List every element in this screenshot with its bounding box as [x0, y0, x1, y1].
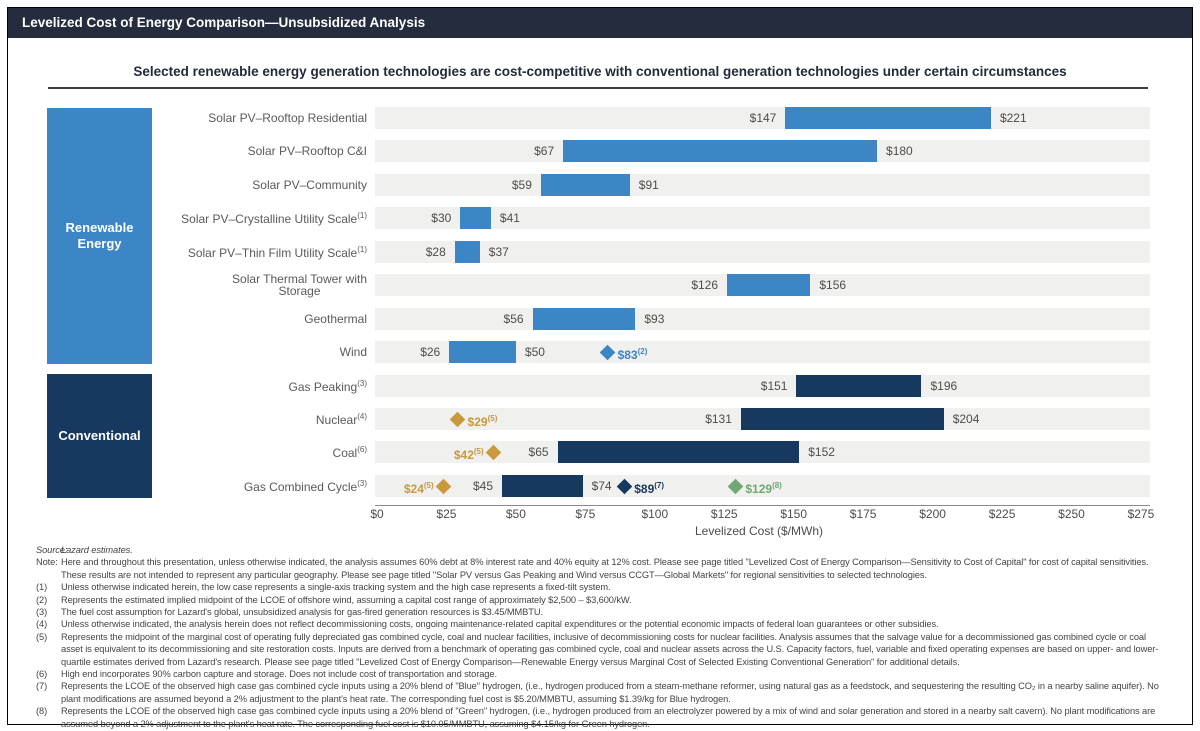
row-label-text: Nuclear$^{(4)}$ — [315, 412, 367, 428]
bar-range-renewable — [455, 241, 480, 263]
bar-range-renewable — [785, 107, 991, 129]
footnote-row — [36, 556, 1164, 581]
bar-low-label: $28 — [425, 245, 446, 259]
axis-tick-label: $25 — [436, 507, 457, 521]
row-label — [150, 441, 367, 463]
footnote-tag: (7) — [36, 681, 48, 692]
row-label-text: Solar Thermal Tower with Storage — [232, 271, 367, 298]
row-label-text: Solar PV–Crystalline Utility Scale$^{(1)}$ — [181, 211, 367, 227]
footnote-row — [36, 618, 1164, 630]
bar-high-label: $180 — [886, 144, 913, 158]
bar-low-label: $67 — [534, 144, 555, 158]
footnote-ref: (5) — [487, 414, 498, 423]
footnote-tag: (4) — [36, 619, 48, 630]
footnote-row — [36, 705, 1164, 730]
bar-low-label: $126 — [691, 278, 719, 292]
group-label-renewable: Renewable Energy — [65, 220, 134, 251]
footnote-tag: (5) — [36, 631, 48, 642]
footnote-ref: (1) — [357, 245, 367, 255]
footnote-row — [36, 680, 1164, 705]
footnote-text: Represents the midpoint of the marginal cost of operating fully depreciated gas combined cycle, coal and nuclear facilities, inclusive of decommissioning costs for nuclear facilities. Analysis assumes that the salvage value for a decommissioned gas combined cycle or coal asset is equivalent to its decommissioning and site restoration costs. Inputs are derived from a benchmark of operating gas combined cycle, coal and nuclear assets across the U.S. Capacity factors, fuel, variable and fixed operating expenses are based on upper- and lower-quartile estimates derived from Lazard's research. Please see page titled "Levelized Cost of Energy Comparison—Renewable Energy versus Marginal Cost of Selected Existing Conventional Generation" for additional details. — [61, 631, 1159, 667]
bar-low-label: $151 — [760, 379, 788, 393]
footnote-ref: (3) — [357, 379, 367, 389]
footnote-text: Represents the estimated implied midpoint of the LCOE of offshore wind, assuming a capital cost range of approximately $2,500 – $3,600/kW. — [61, 594, 632, 605]
footnote-row — [36, 581, 1164, 593]
bar-range-conventional — [741, 408, 944, 430]
bar-low-label: $131 — [705, 412, 732, 426]
marker-label: $89$^{(7)}$ — [634, 481, 665, 496]
row-label — [150, 308, 367, 330]
row-label — [150, 375, 367, 397]
group-box-conventional — [47, 374, 152, 498]
footnote-row — [36, 594, 1164, 606]
row-label-text: Solar PV–Rooftop Residential — [208, 110, 367, 125]
bar-range-renewable — [449, 341, 516, 363]
axis-tick-label: $50 — [505, 507, 526, 521]
footnote-text: Represents the LCOE of the observed high case gas combined cycle inputs using a 20% blend of "Green" hydrogen, (i.e., hydrogen produced from an electrolyzer powered by a mix of wind and solar generation and stored in a nearby salt cavern). No plant modifications are assumed beyond a 2% adjustment to the plant's heat rate. The corresponding fuel cost is $10.05/MMBTU, assuming $4.15/kg for Green hydrogen. — [61, 706, 1156, 729]
bar-range-renewable — [541, 174, 630, 196]
footnote-ref: (4) — [357, 412, 367, 422]
bar-range-renewable — [563, 140, 877, 162]
x-axis-line — [375, 505, 1150, 506]
marker-label: $83$^{(2)}$ — [617, 347, 648, 362]
axis-tick-label: $125 — [710, 507, 738, 521]
footnote-text: High end incorporates 90% carbon capture and storage. Does not include cost of transportation and storage. — [61, 669, 497, 680]
bar-low-label: $45 — [472, 479, 493, 493]
footnote-tag: Note: — [36, 557, 58, 568]
row-label-text: Wind — [339, 344, 367, 359]
marker-label: $42$^{(5)}$ — [453, 447, 484, 462]
headline-underline — [48, 87, 1148, 89]
footnote-text: The fuel cost assumption for Lazard's global, unsubsidized analysis for gas-fired generation resources is $3.45/MMBTU. — [61, 607, 543, 618]
group-label-conventional: Conventional — [58, 428, 141, 443]
bar-high-label: $152 — [808, 445, 835, 459]
footnote-row — [36, 544, 1164, 556]
bar-high-label: $204 — [952, 412, 980, 426]
footnotes-block — [36, 544, 1164, 730]
footnote-row — [36, 668, 1164, 680]
footnote-text: Here and throughout this presentation, unless otherwise indicated, the analysis assumes 60% debt at 8% interest rate and 40% equity at 12% cost. Please see page titled "Levelized Cost of Energy Comparison—Sensitivity to Cost of Capital" for cost of capital sensitivities. These results are not intended to represent any particular geography. Please see page titled "Solar PV versus Gas Peaking and Wind versus CCGT—Global Markets" for regional sensitivities to selected technologies. — [61, 557, 1149, 580]
footnote-ref: (6) — [357, 445, 367, 455]
axis-tick-label: $275 — [1127, 507, 1155, 521]
footnote-ref: (7) — [654, 481, 665, 490]
footnote-text: Lazard estimates. — [61, 545, 133, 555]
row-label-text: Solar PV–Community — [252, 177, 367, 192]
footnote-ref: (8) — [772, 481, 782, 490]
row-label-text: Gas Combined Cycle$^{(3)}$ — [243, 479, 367, 495]
footnote-ref: (3) — [357, 479, 367, 489]
bar-high-label: $91 — [638, 178, 659, 192]
axis-tick-label: $75 — [575, 507, 596, 521]
row-label — [150, 174, 367, 196]
row-label-text: Coal$^{(6)}$ — [332, 445, 367, 461]
bar-range-conventional — [796, 375, 921, 397]
bar-high-label: $93 — [644, 312, 665, 326]
footnote-row — [36, 606, 1164, 618]
axis-tick-label: $250 — [1058, 507, 1085, 521]
row-label-text: Solar PV–Thin Film Utility Scale$^{(1)}$ — [187, 245, 367, 261]
row-label — [150, 140, 367, 162]
bar-high-label: $196 — [930, 379, 958, 393]
axis-tick-label: $150 — [780, 507, 808, 521]
footnote-ref: (1) — [357, 211, 367, 221]
footnote-text: Represents the LCOE of the observed high case gas combined cycle inputs using a 20% blend of "Blue" hydrogen, (i.e., hydrogen produced from a steam-methane reformer, using natural gas as a feedstock, and sequestering the resulting CO₂ in a nearby saline aquifer). No plant modifications are assumed beyond a 2% adjustment to the plant's heat rate. The corresponding fuel cost is $5.20/MMBTU, assuming $1.39/kg for Blue hydrogen. — [61, 681, 1159, 704]
row-label — [150, 107, 367, 129]
bar-range-renewable — [460, 207, 491, 229]
page-title: Levelized Cost of Energy Comparison—Unsubsidized Analysis — [8, 8, 1192, 38]
footnote-tag: Source: — [36, 545, 68, 555]
bar-range-conventional — [558, 441, 800, 463]
footnote-ref: (2) — [637, 347, 648, 356]
marker-label: $29$^{(5)}$ — [467, 414, 498, 429]
row-label — [150, 271, 367, 298]
footnote-tag: (6) — [36, 669, 48, 680]
footnote-tag: (1) — [36, 582, 48, 593]
bar-low-label: $30 — [431, 211, 452, 225]
bar-high-label: $74 — [591, 479, 612, 493]
bar-low-label: $26 — [420, 345, 441, 359]
bar-track — [375, 308, 1150, 330]
bar-high-label: $221 — [999, 111, 1027, 125]
bar-high-label: $50 — [524, 345, 545, 359]
bar-low-label: $147 — [749, 111, 777, 125]
footnote-tag: (2) — [36, 594, 48, 605]
footnote-ref: (5) — [423, 481, 434, 490]
bar-range-renewable — [533, 308, 636, 330]
footnote-row — [36, 631, 1164, 668]
row-label-text: Geothermal — [304, 311, 367, 326]
axis-tick-label: $225 — [988, 507, 1016, 521]
bar-low-label: $56 — [503, 312, 524, 326]
bar-high-label: $156 — [819, 278, 847, 292]
bar-low-label: $65 — [528, 445, 549, 459]
bar-track — [375, 174, 1150, 196]
bar-high-label: $41 — [499, 211, 520, 225]
footnote-tag: (3) — [36, 607, 48, 618]
row-label — [150, 408, 367, 430]
bar-range-conventional — [502, 475, 583, 497]
footnote-ref: (5) — [473, 447, 484, 456]
marker-label: $129$^{(8)}$ — [745, 481, 782, 496]
marker-label: $24$^{(5)}$ — [403, 481, 434, 496]
row-label — [150, 475, 367, 497]
row-label — [150, 207, 367, 229]
axis-tick-label: $200 — [919, 507, 946, 521]
row-label — [150, 341, 367, 363]
x-axis-title: Levelized Cost ($/MWh) — [694, 524, 824, 538]
group-box-renewable-energy — [47, 108, 152, 364]
footnote-text: Unless otherwise indicated, the analysis herein does not reflect decommissioning costs, ongoing maintenance-related capital expenditures or the potential economic impacts of federal loan guarantees or other subsidies. — [61, 619, 939, 630]
row-label — [150, 241, 367, 263]
bar-track — [375, 207, 1150, 229]
footnote-text: Unless otherwise indicated herein, the low case represents a single-axis tracking system and the high case represents a fixed-tilt system. — [61, 582, 611, 593]
bar-high-label: $37 — [488, 245, 509, 259]
axis-tick-label: $100 — [641, 507, 669, 521]
slide-headline: Selected renewable energy generation technologies are cost-competitive with conventional generation technologies under certain circumstances — [133, 64, 1067, 79]
footnote-tag: (8) — [36, 706, 48, 717]
bar-low-label: $59 — [511, 178, 532, 192]
axis-tick-label: $0 — [370, 507, 384, 521]
axis-tick-label: $175 — [849, 507, 877, 521]
row-label-text: Gas Peaking$^{(3)}$ — [288, 379, 367, 395]
row-label-text: Solar PV–Rooftop C&I — [247, 143, 367, 158]
bar-range-renewable — [727, 274, 810, 296]
